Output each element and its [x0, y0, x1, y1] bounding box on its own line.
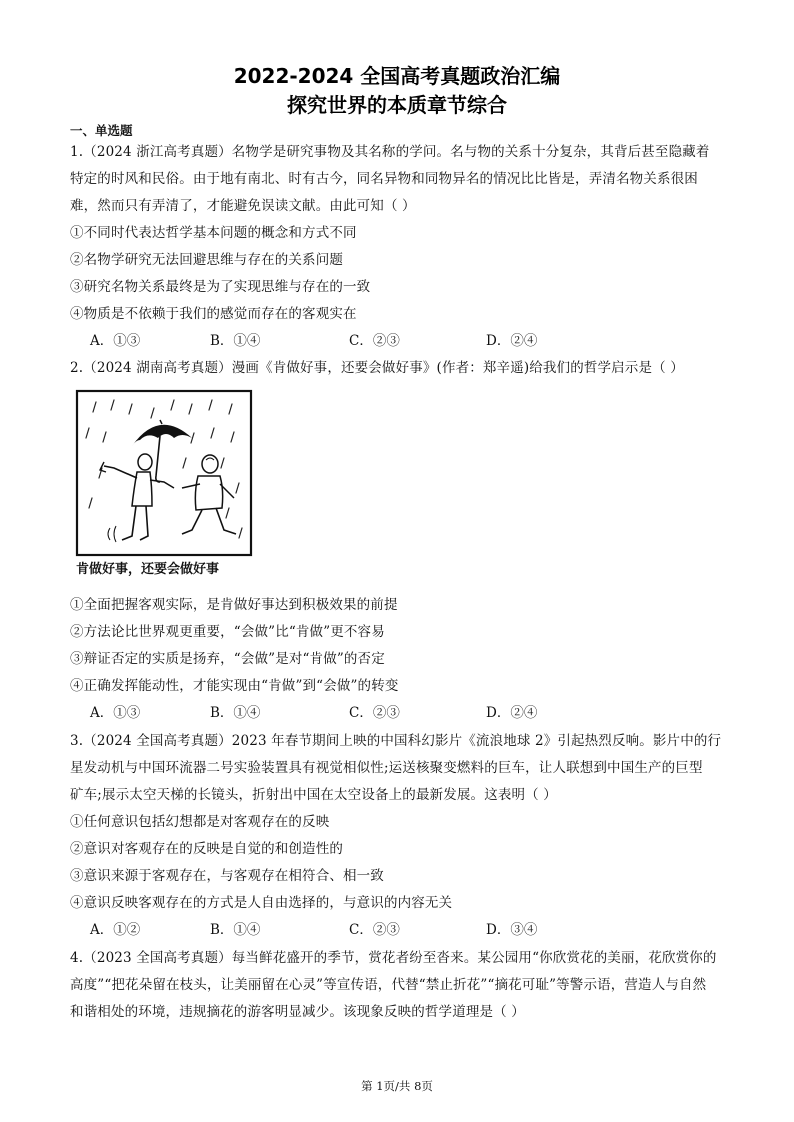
question-3-statement: ④意识反映客观存在的方式是人自由选择的，与意识的内容无关 [70, 895, 453, 911]
question-1-statement: ④物质是不依赖于我们的感觉而存在的客观实在 [70, 306, 357, 322]
cartoon-caption: 肯做好事，还要会做好事 [76, 562, 220, 577]
question-4-stem-line: 和谐相处的环境，违规摘花的游客明显减少。该现象反映的哲学道理是（ ） [70, 1004, 525, 1020]
document-title-line2: 探究世界的本质章节综合 [287, 93, 507, 117]
cartoon-image [74, 388, 254, 558]
question-3-statement: ②意识对客观存在的反映是自觉的和创造性的 [70, 841, 343, 857]
question-4-stem-line: 4.（2023 全国高考真题）每当鲜花盛开的季节，赏花者纷至沓来。某公园用“你欣赏花的美丽，花欣赏你的 [70, 950, 717, 966]
option-d: D．②④ [486, 705, 538, 721]
option-a: A．①③ [90, 333, 141, 349]
section-heading: 一、单选题 [70, 123, 133, 138]
page-number: 第 1页/共 8页 [361, 1079, 433, 1093]
question-2-stem-line: 2.（2024 湖南高考真题）漫画《肯做好事，还要会做好事》(作者：郑辛遥)给我们的哲学启示是（ ） [70, 360, 684, 376]
question-2-statement: ①全面把握客观实际，是肯做好事达到积极效果的前提 [70, 597, 398, 613]
question-3-stem-line: 3.（2024 全国高考真题）2023 年春节期间上映的中国科幻影片《流浪地球 2》引起热烈反响。影片中的行 [70, 733, 722, 749]
option-d: D．②④ [486, 333, 538, 349]
question-1-stem-line: 1.（2024 浙江高考真题）名物学是研究事物及其名称的学问。名与物的关系十分复杂，其背后甚至隐藏着 [70, 144, 710, 160]
option-b: B．①④ [210, 333, 261, 349]
option-b: B．①④ [210, 705, 261, 721]
question-1-stem-line: 难，然而只有弄清了，才能避免误读文献。由此可知（ ） [70, 198, 416, 214]
question-2-statement: ④正确发挥能动性，才能实现由“肯做”到“会做”的转变 [70, 678, 399, 694]
option-d: D．③④ [486, 922, 538, 938]
option-a: A．①② [90, 922, 141, 938]
question-3-stem-line: 矿车;展示太空天梯的长镜头，折射出中国在太空设备上的最新发展。这表明（ ） [70, 787, 557, 803]
option-c: C．②③ [349, 705, 400, 721]
question-3-stem-line: 星发动机与中国环流器二号实验装置具有视觉相似性;运送核聚变燃料的巨车，让人联想到中国生产的巨型 [70, 760, 703, 776]
question-1-statement: ②名物学研究无法回避思维与存在的关系问题 [70, 252, 343, 268]
option-c: C．②③ [349, 922, 400, 938]
question-3-statement: ③意识来源于客观存在，与客观存在相符合、相一致 [70, 868, 384, 884]
question-2-statement: ③辩证否定的实质是扬弃，“会做”是对“肯做”的否定 [70, 651, 385, 667]
question-1-stem-line: 特定的时风和民俗。由于地有南北、时有古今，同名异物和同物异名的情况比比皆是，弄清名物关系很困 [70, 171, 698, 187]
document-title-line1: 2022-2024 全国高考真题政治汇编 [233, 64, 561, 88]
question-1-statement: ①不同时代表达哲学基本问题的概念和方式不同 [70, 225, 357, 241]
question-4-stem-line: 高度”“把花朵留在枝头，让美丽留在心灵”等宣传语，代替“禁止折花”“摘花可耻”等警示语，营造人与自然 [70, 977, 707, 993]
option-b: B．①④ [210, 922, 261, 938]
option-c: C．②③ [349, 333, 400, 349]
question-2-statement: ②方法论比世界观更重要，“会做”比“肯做”更不容易 [70, 624, 385, 640]
question-3-statement: ①任何意识包括幻想都是对客观存在的反映 [70, 814, 330, 830]
option-a: A．①③ [90, 705, 141, 721]
question-1-statement: ③研究名物关系最终是为了实现思维与存在的一致 [70, 279, 371, 295]
